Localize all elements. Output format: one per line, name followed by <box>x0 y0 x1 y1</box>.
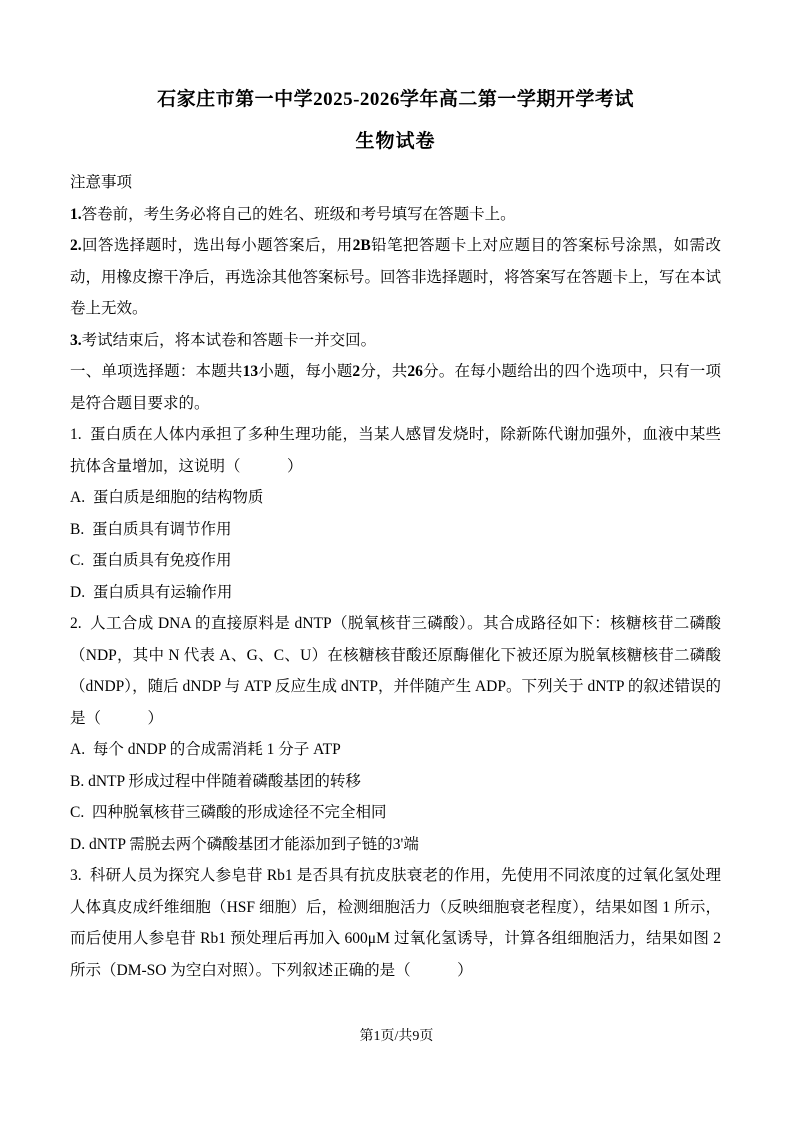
section-one-points-each: 2 <box>352 363 361 380</box>
section-one-heading <box>70 356 721 419</box>
notice-2-text-a: 回答选择题时，选出每小题答案后，用 <box>81 237 353 254</box>
notice-2-text-c: 铅笔把答题卡上对应题目的答案标号涂黑，如需改动，用橡皮擦干净后，再选涂其他答案标号。回答非选择题时，将答案写在答题卡上，写在本试卷上无效。 <box>70 237 722 317</box>
exam-title: 石家庄市第一中学2025-2026学年高二第一学期开学考试 <box>157 89 634 110</box>
section-one-seg4: 分。在每小题给出的四个选项中，只有一项是符合题目要求的。 <box>70 363 721 412</box>
notice-1-number: 1. <box>70 205 82 223</box>
notice-3-text: 考试结束后，将本试卷和答题卡一并交回。 <box>81 331 377 349</box>
page-footer: 第1页/共9页 <box>359 1029 434 1044</box>
exam-subtitle: 生物试卷 <box>355 131 436 152</box>
notice-2-number: 2. <box>70 237 82 254</box>
question-2 <box>70 608 721 860</box>
section-one-seg1: 一、单项选择题：本题共 <box>70 363 243 380</box>
question-3-stem: 3. 科研人员为探究人参皂苷 Rb1 是否具有抗皮肤衰老的作用，先使用不同浓度的过氧化氢处理人体真皮成纤维细胞（HSF 细胞）后，检测细胞活力（反映细胞衰老程度），结果如图 1 所示，而后使用人参皂苷 Rb1 预处理后再加入 600μM 过氧化氢诱导，计算各组细胞活力，结果如图 2 所示（DM-SO 为空白对照）。下列叙述正确的是（ ） <box>70 867 725 979</box>
question-3 <box>70 860 725 986</box>
question-1-option-b: B. 蛋白质具有调节作用 <box>70 520 232 538</box>
notice-1-text: 答卷前，考生务必将自己的姓名、班级和考号填写在答题卡上。 <box>81 205 516 223</box>
question-2-option-d: D. dNTP 需脱去两个磷酸基团才能添加到子链的3'端 <box>70 835 419 853</box>
question-2-option-a: A. 每个 dNDP 的合成需消耗 1 分子 ATP <box>70 741 341 758</box>
question-2-option-c: C. 四种脱氧核苷三磷酸的形成途径不完全相同 <box>70 804 387 821</box>
notice-item-2 <box>70 230 721 325</box>
question-1 <box>70 419 721 608</box>
question-2-option-b: B. dNTP 形成过程中伴随着磷酸基团的转移 <box>70 772 361 790</box>
notice-item-1 <box>70 199 721 231</box>
exam-body <box>70 167 725 986</box>
question-2-stem: 2. 人工合成 DNA 的直接原料是 dNTP（脱氧核苷三磷酸）。其合成路径如下：核糖核苷二磷酸（NDP，其中 N 代表 A、G、C、U）在核糖核苷酸还原酶催化下被还原为脱氧核糖核苷二磷酸（dNDP），随后 dNDP 与 ATP 反应生成 dNTP，并伴随产生 ADP。下列关于 dNTP 的叙述错误的是（ ） <box>70 615 721 727</box>
question-1-option-c: C. 蛋白质具有免疫作用 <box>70 552 232 569</box>
notice-heading: 注意事项 <box>70 174 133 191</box>
question-1-option-d: D. 蛋白质具有运输作用 <box>70 583 233 601</box>
section-one-points-total: 26 <box>407 363 423 380</box>
section-one-seg2: 小题，每小题 <box>258 363 353 380</box>
section-one-seg3: 分，共 <box>360 363 408 380</box>
question-1-option-a: A. 蛋白质是细胞的结构物质 <box>70 489 264 506</box>
question-1-stem: 1. 蛋白质在人体内承担了多种生理功能，当某人感冒发烧时，除新陈代谢加强外，血液中某些抗体含量增加，这说明（ ） <box>70 426 721 475</box>
notice-2-bold-2b: 2B <box>352 237 371 254</box>
section-one-count: 13 <box>242 363 259 380</box>
notice-3-number: 3. <box>70 331 82 349</box>
notice-item-3 <box>70 325 721 357</box>
